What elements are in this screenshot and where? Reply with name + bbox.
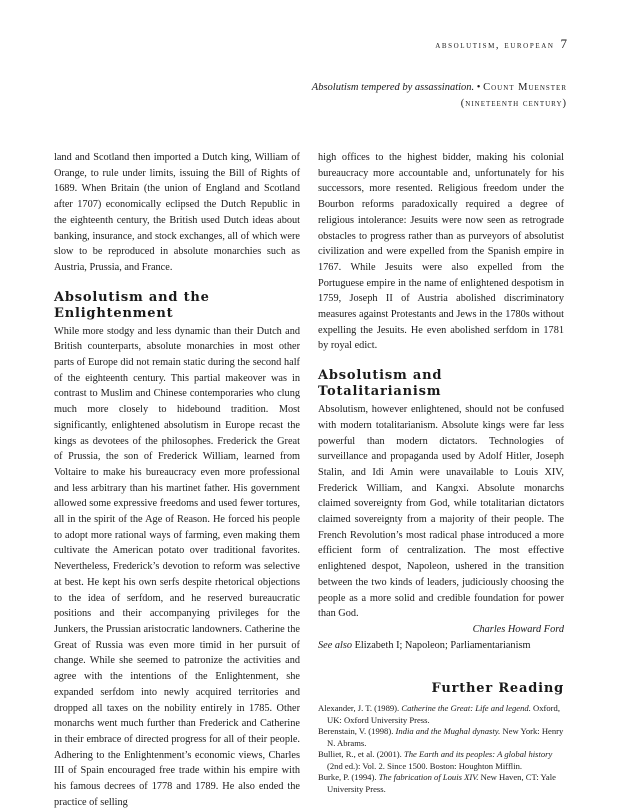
epigraph-quote: Absolutism tempered by assassination. [311,82,475,93]
right-column [318,150,564,795]
reference-publisher: (2nd ed.): Vol. 2. Since 1500. Boston: Houghton Mifflin. [327,760,523,771]
reference-entry [318,726,564,749]
reference-title: India and the Mughal dynasty. [395,726,501,737]
epigraph-author: Count Muenster [483,82,567,93]
see-also-entries: Elizabeth I; Napoleon; Parliamentarianism [354,639,531,651]
reference-title: The Earth and its peoples: A global history [403,749,553,760]
author-byline: Charles Howard Ford [472,623,564,635]
reference-title: Catherine the Great: Life and legend. [401,703,531,714]
reference-author: Alexander, J. T. (1989). [318,703,402,714]
left-column [54,150,300,810]
see-also-label: See also [318,639,353,651]
reference-author: Berenstain, V. (1998). [318,726,396,737]
page-number: 7 [560,36,567,51]
section-heading-line: Enlightenment [54,305,174,321]
reference-publisher: New Haven, CT: Yale University Press. [327,772,556,794]
intro-paragraph: land and Scotland then imported a Dutch king, William of Orange, to rule under limits, issuing the Bill of Rights of 1689. When Britain (the union of England and Scotland after 1707) economically eclipsed the Dutch Republic in the eighteenth century, the British used Dutch ideas about banking, insurance, and stock exchanges, all of which were slow to be reproduced in absolute monarchies such as Austria, Prussia, and France. [54,152,300,273]
epigraph-era: (nineteenth century) [460,98,567,109]
reference-publisher: New York: Henry N. Abrams. [327,726,564,748]
enlightenment-paragraph: While more stodgy and less dynamic than their Dutch and British counterparts, absolute monarchies in most other parts of Europe did not remain static during the second half of the eighteenth century. This partial makeover was in contrast to Muslim and Chinese contemporaries who clung much more closely to hidebound tradition. Most significantly, enlightened absolutism in Europe recast the kings as devotees of the philosophes. Frederick the Great of Prussia, the son of Frederick William, learned from Voltaire to make his bureaucracy even more professional and less arbitrary than his martinet father. His government allowed some expressive freedoms and used fewer tortures, all in the spirit of the Age of Reason. He forced his people to adopt more rational ways of farming, even making them cultivate the American potato over traditional favorites. Nevertheless, Frederick’s devotion to reform was selective at best. He kept his own serfs despite rhetorical objections to the idea of serfdom, and he reserved bureaucratic positions and their accompanying privileges for the Junkers, the Prussian aristocratic landowners. Catherine the Great of Russia was even more timid in her pursuit of change. While she seemed to patronize the activities and agree with the intentions of the Enlightenment, she expanded serfdom into newly acquired territories and dropped all taxes on the nobility entirely in 1785. Other monarchs went much further than Frederick and Catherine in their embrace of directed progress for all of their people. Adhering to the Enlightenment’s economic views, Charles III of Spain encouraged free trade within his empire with his famous decrees of 1778 and 1789. He also ended the practice of selling [54,325,300,808]
epigraph-separator: • [476,82,481,93]
reference-title: The fabrication of Louis XIV. [378,772,479,783]
section-heading-line: Absolutism and [318,368,443,384]
section-heading-line: Absolutism and the [54,289,210,305]
section-heading-enlightenment [54,290,300,322]
reference-author: Burke, P. (1994). [318,772,379,783]
running-head [435,36,567,52]
reference-entry [318,772,564,795]
see-also [318,638,564,654]
epigraph [312,80,567,112]
further-reading-heading: Further Reading [431,681,564,697]
reference-entry [318,703,564,726]
reference-entry [318,749,564,772]
section-heading-line: Totalitarianism [318,384,442,400]
reference-publisher: Oxford, UK: Oxford University Press. [327,703,560,725]
running-title: absolutism, european [435,40,555,51]
totalitarianism-paragraph: Absolutism, however enlightened, should not be confused with modern totalitarianism. Absolute kings were far less powerful than modern dictators. Technologies of surveillance and propaganda used by Adolf Hitler, Joseph Stalin, and Idi Amin were unavailable to Louis XIV, Frederick William, and Kangxi. Absolute monarchs claimed sovereignty from God, while totalitarian dictators claimed sovereignty from a majority of their people. The French Revolution’s most radical phase introduced a more efficient form of centralization. The most effective enlightened despot, Napoleon, ushered in the transition between the two kinds of leaders, judiciously choosing the people as a more solid and credible foundation for power than God. [318,404,564,620]
reference-list [318,703,564,795]
continuation-paragraph: high offices to the highest bidder, making his colonial bureaucracy more accountable and, unfortunately for his successors, more resented. Religious freedom under the Bourbon reforms paradoxically required a degree of religious intolerance: Jesuits were now seen as retrograde obstacles to progress rather than as purveyors of absolutist civilization and were expelled from the Spanish empire in 1767. While Jesuits were also expelled from the Portuguese empire in the name of enlightened despotism in 1759, Joseph II of Austria abolished discriminatory measures against Protestants and Jews in the 1780s without expelling the Jesuits. He even abolished serfdom in 1781 by royal edict. [318,152,564,352]
section-heading-totalitarianism [318,368,564,400]
reference-author: Bulliet, R., et al. (2001). [318,749,404,760]
